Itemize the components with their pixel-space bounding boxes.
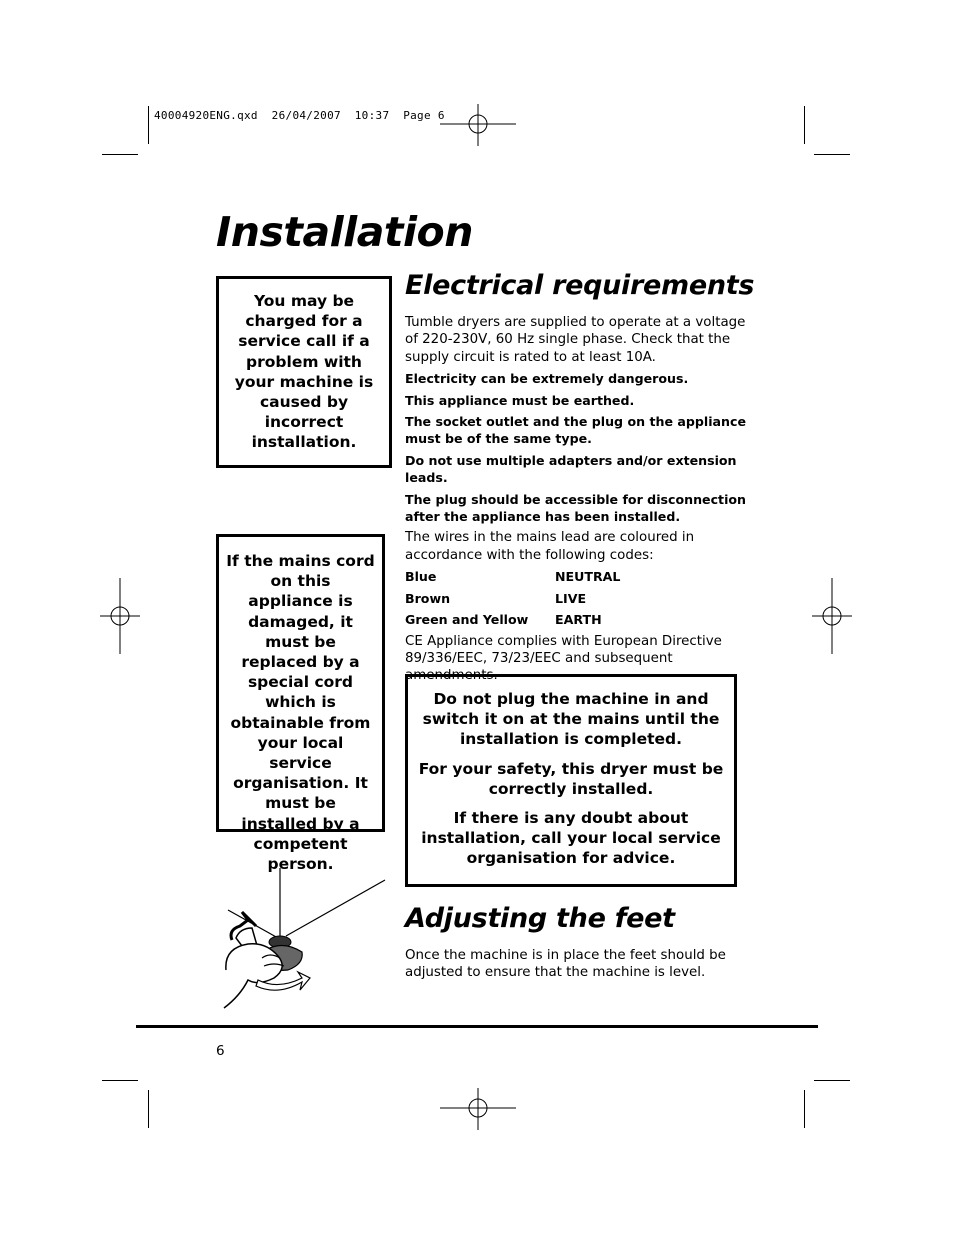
hand-adjusting-foot-icon xyxy=(218,868,388,1016)
warning-line: If there is any doubt about installation, call your local service organisation for advice. xyxy=(421,809,721,868)
wires-intro: The wires in the mains lead are coloured in accordance with the following codes: xyxy=(405,530,695,563)
electrical-section xyxy=(405,314,755,689)
wire-codes-table xyxy=(405,568,755,628)
electrical-heading: Electrical requirements xyxy=(405,270,755,301)
installation-warning-box xyxy=(405,674,737,887)
wire-colour: Blue xyxy=(405,569,437,585)
warning-line: Do not plug the machine in and switch it on at the mains until the installation is completed. xyxy=(422,690,720,749)
registration-mark-bottom xyxy=(440,1088,516,1130)
service-call-note xyxy=(216,276,392,468)
wire-code-row xyxy=(405,590,755,607)
bold-line: The plug should be accessible for disconnection after the appliance has been installed. xyxy=(405,491,747,525)
mains-cord-text: If the mains cord on this appliance is damaged, it must be replaced by a special cord which is obtainable from your local service organisation. It must be installed by a competent person. xyxy=(226,552,375,874)
slug-line: 40004920ENG.qxd 26/04/2007 10:37 Page 6 xyxy=(154,109,445,122)
bold-line: Do not use multiple adapters and/or extension leads. xyxy=(405,452,737,486)
wire-code-row xyxy=(405,568,755,585)
wire-code-row xyxy=(405,611,755,628)
mains-cord-note xyxy=(216,534,385,874)
electrical-intro: Tumble dryers are supplied to operate at a voltage of 220-230V, 60 Hz single phase. Check that the supply circuit is rated to at least 10A. xyxy=(405,315,746,365)
service-call-text: You may be charged for a service call if a problem with your machine is caused by incorrect installation. xyxy=(234,292,374,452)
feet-heading: Adjusting the feet xyxy=(405,903,675,934)
wire-meaning: EARTH xyxy=(555,612,602,628)
bold-line: Electricity can be extremely dangerous. xyxy=(405,371,689,387)
bold-line: The socket outlet and the plug on the appliance must be of the same type. xyxy=(405,414,746,447)
wire-colour: Brown xyxy=(405,590,451,606)
warning-line: For your safety, this dryer must be correctly installed. xyxy=(418,759,724,798)
page-title: Installation xyxy=(216,208,473,256)
bold-line: This appliance must be earthed. xyxy=(405,392,635,408)
wire-meaning: LIVE xyxy=(555,590,587,606)
registration-mark-right xyxy=(812,578,852,654)
wire-colour: Green and Yellow xyxy=(405,612,529,628)
registration-mark-left xyxy=(100,578,140,654)
footer-rule xyxy=(136,1025,818,1028)
registration-mark-top xyxy=(440,104,516,146)
ce-note: CE Appliance complies with European Directive 89/336/EEC, 73/23/EEC and subsequent amendments. xyxy=(405,633,722,684)
wire-meaning: NEUTRAL xyxy=(555,569,621,585)
page-number: 6 xyxy=(216,1043,225,1059)
feet-text: Once the machine is in place the feet should be adjusted to ensure that the machine is level. xyxy=(405,948,726,981)
